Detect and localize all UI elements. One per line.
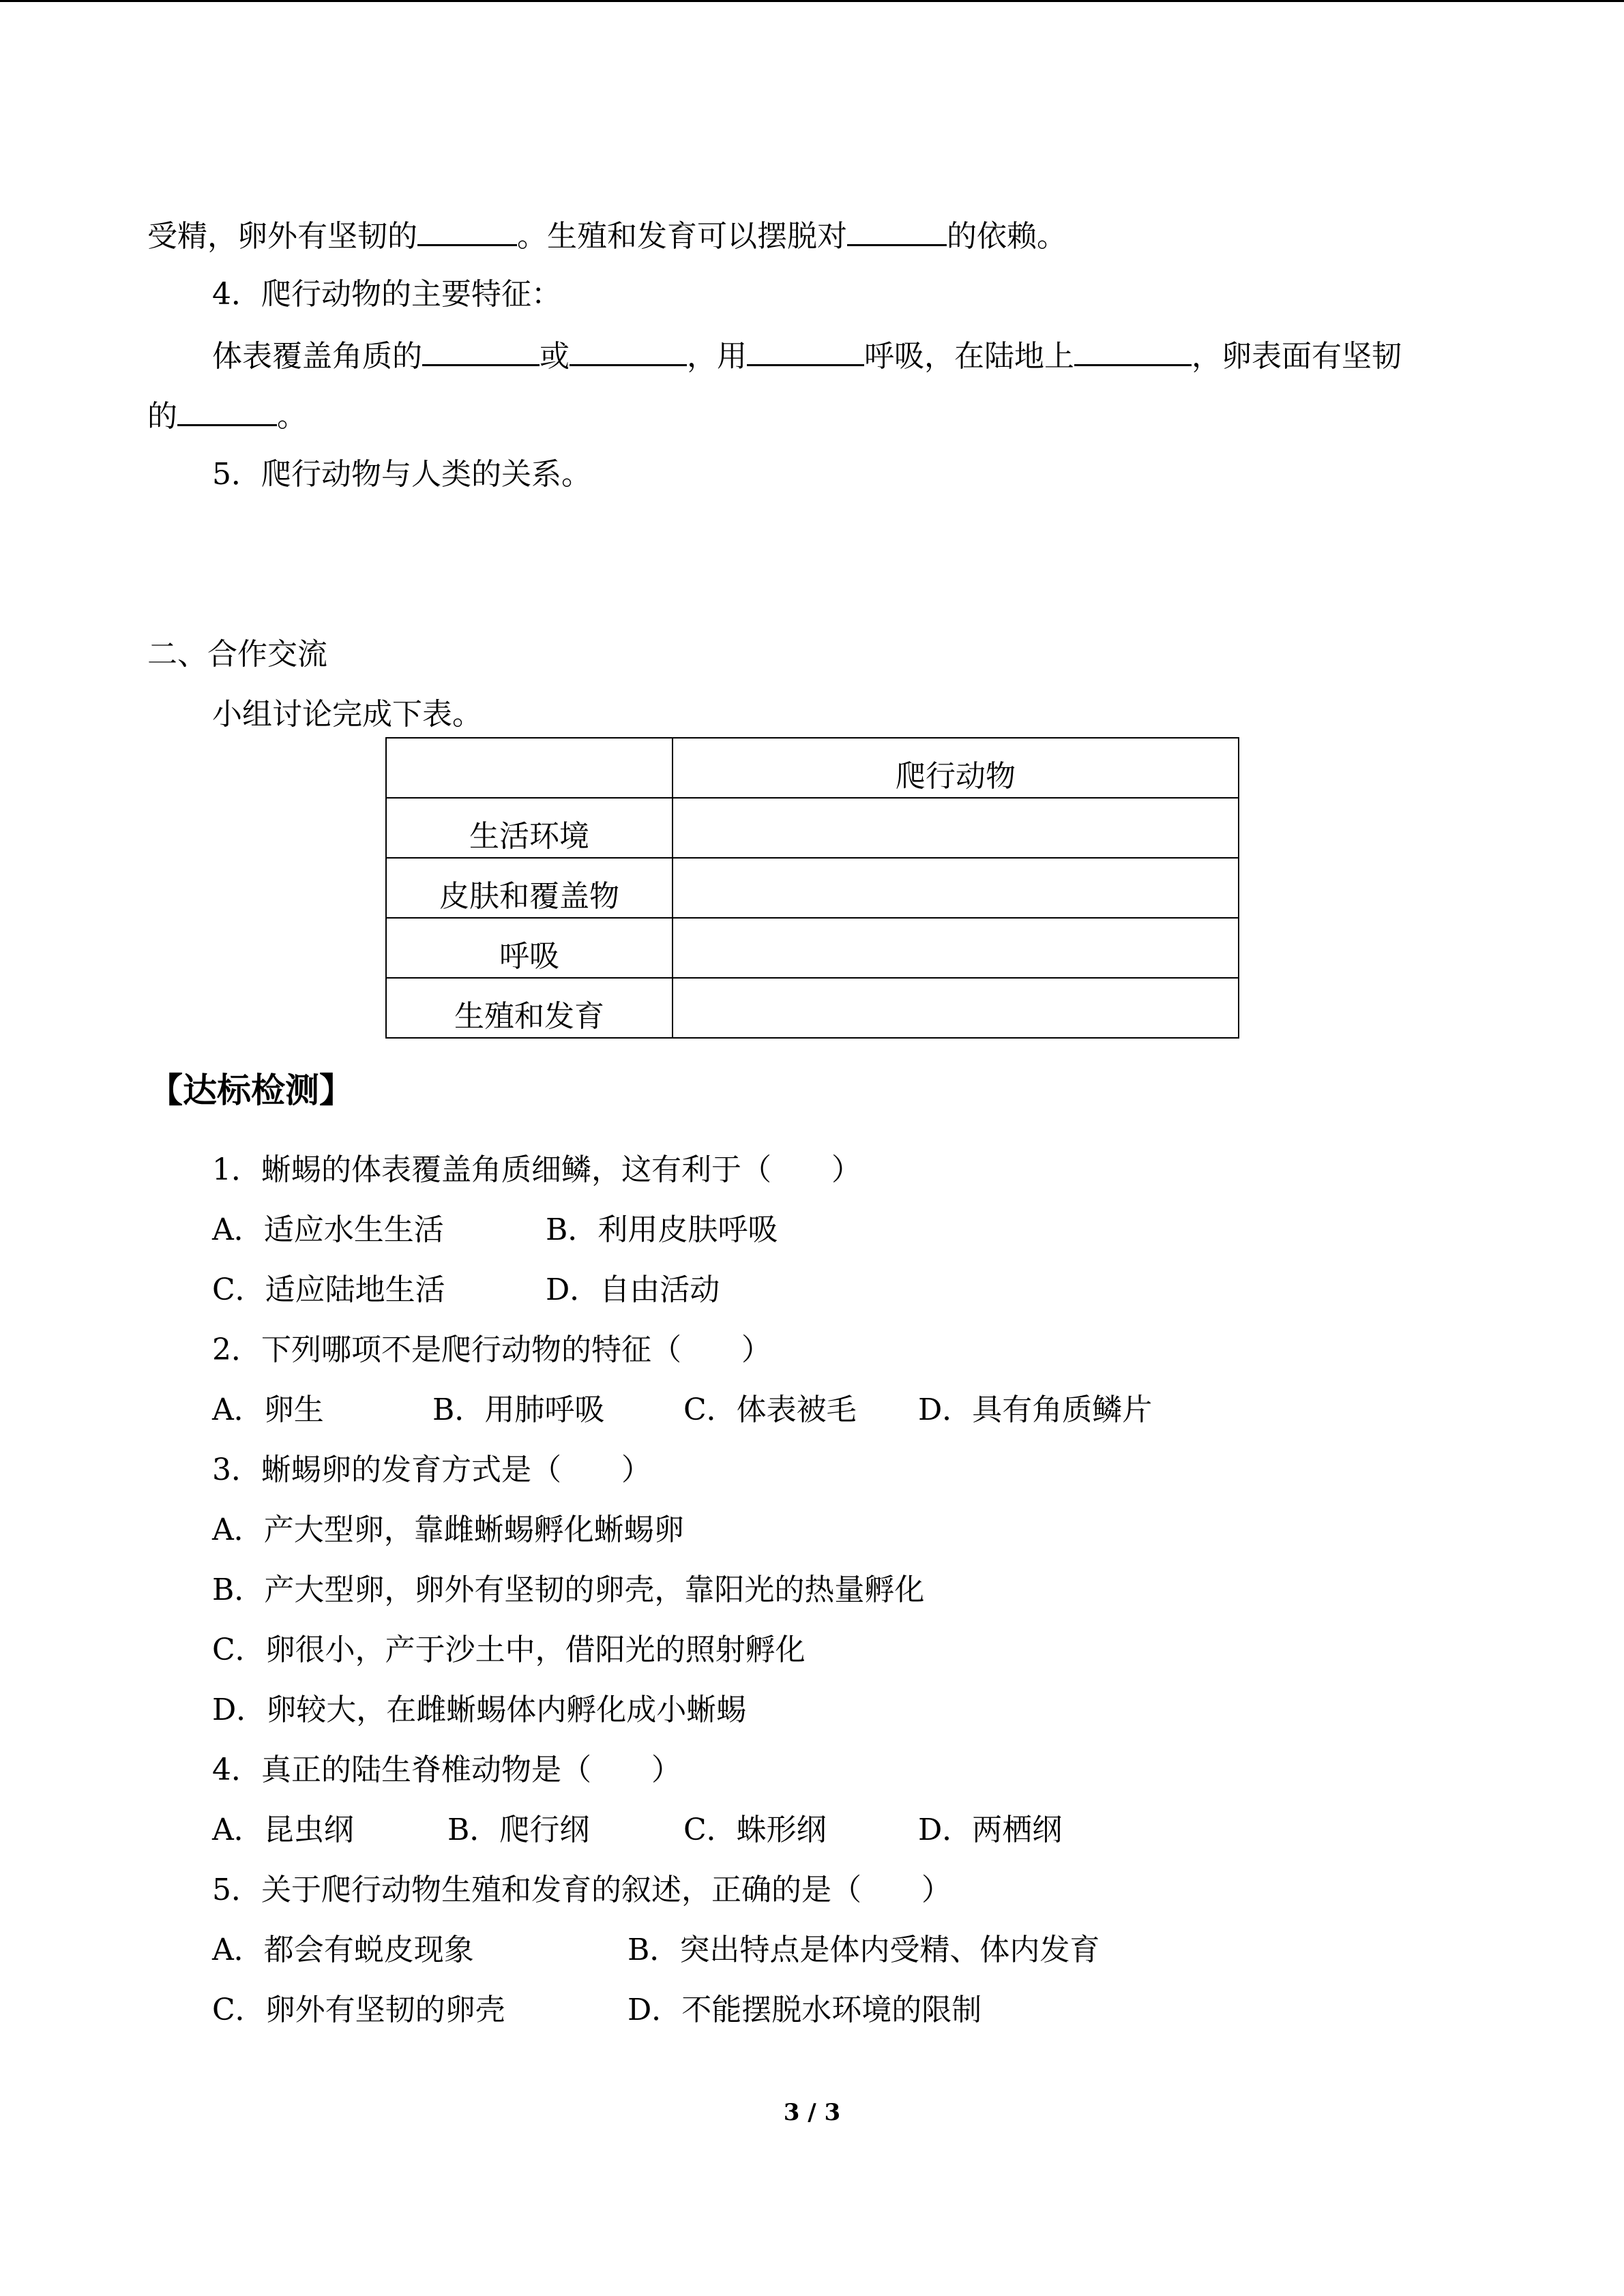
table-row [386,918,1239,978]
table-header-cell [386,738,673,798]
top-border [0,0,1624,2]
cooperation-heading: 二、合作交流 [147,637,327,672]
fill-line-1 [147,214,1067,257]
question-3-option-b[interactable]: B．产大型卵，卵外有坚韧的卵壳，靠阳光的热量孵化 [212,1572,925,1607]
text: 。生殖和发育可以摆脱对 [517,219,847,254]
table-row-label: 呼吸 [386,918,673,978]
table-answer-cell[interactable] [673,858,1239,918]
question-1-option-c[interactable]: C．适应陆地生活 [212,1272,445,1307]
blank-3[interactable] [422,334,540,366]
question-5-option-b[interactable]: B．突出特点是体内受精、体内发育 [628,1933,1100,1967]
table-row-label: 皮肤和覆盖物 [386,858,673,918]
text: ，卵表面有坚韧 [1192,339,1402,374]
question-1-option-b[interactable]: B．利用皮肤呼吸 [546,1212,778,1247]
question-2-option-d[interactable]: D．具有角质鳞片 [918,1392,1153,1427]
question-1-stem: 1．蜥蜴的体表覆盖角质细鳞，这有利于（ ） [212,1152,861,1187]
question-4-option-c[interactable]: C．蛛形纲 [683,1813,827,1847]
blank-1[interactable] [417,214,517,246]
text: 体表覆盖角质的 [212,339,422,374]
question-4-option-b[interactable]: B．爬行纲 [447,1813,590,1847]
question-3-stem: 3．蜥蜴卵的发育方式是（ ） [212,1452,651,1487]
table-row-label: 生活环境 [386,798,673,858]
text: 。 [277,399,307,434]
page-number: 3 / 3 [783,2099,841,2126]
blank-5[interactable] [747,334,864,366]
question-2-option-a[interactable]: A．卵生 [212,1392,324,1427]
text: 受精，卵外有坚韧的 [147,219,417,254]
question-1-option-a[interactable]: A．适应水生生活 [212,1212,444,1247]
text: ，用 [687,339,747,374]
table-header-row [386,738,1239,798]
table-row [386,858,1239,918]
item-4-title [212,274,561,315]
cooperation-instruction: 小组讨论完成下表。 [212,697,482,732]
question-5-option-d[interactable]: D．不能摆脱水环境的限制 [628,1993,982,2027]
blank-7[interactable] [177,394,277,426]
table-answer-cell[interactable] [673,918,1239,978]
table-answer-cell[interactable] [673,978,1239,1038]
blank-6[interactable] [1074,334,1192,366]
question-5-stem: 5．关于爬行动物生殖和发育的叙述，正确的是（ ） [212,1873,951,1907]
question-3-option-a[interactable]: A．产大型卵，靠雌蜥蜴孵化蜥蜴卵 [212,1512,684,1547]
item-4-line-1 [212,334,1402,377]
question-4-option-d[interactable]: D．两栖纲 [918,1813,1063,1847]
question-5-option-a[interactable]: A．都会有蜕皮现象 [212,1933,474,1967]
table-row [386,798,1239,858]
question-2-option-b[interactable]: B．用肺呼吸 [432,1392,605,1427]
question-3-option-d[interactable]: D．卵较大，在雌蜥蜴体内孵化成小蜥蜴 [212,1693,747,1727]
question-4-option-a[interactable]: A．昆虫纲 [212,1813,354,1847]
question-3-option-c[interactable]: C．卵很小，产于沙土中，借阳光的照射孵化 [212,1632,806,1667]
text: 4．爬行动物的主要特征： [212,277,561,312]
text: 或 [540,339,570,374]
table-row [386,978,1239,1038]
question-2-stem: 2．下列哪项不是爬行动物的特征（ ） [212,1332,771,1367]
text: 的依赖。 [947,219,1067,254]
item-5-title [212,454,591,495]
test-heading: 【达标检测】 [149,1070,353,1110]
question-1-option-d[interactable]: D．自由活动 [546,1272,720,1307]
question-5-option-c[interactable]: C．卵外有坚韧的卵壳 [212,1993,505,2027]
text: 的 [147,399,177,434]
question-2-option-c[interactable]: C．体表被毛 [683,1392,857,1427]
blank-4[interactable] [570,334,687,366]
table-row-label: 生殖和发育 [386,978,673,1038]
item-4-line-2 [147,394,307,437]
comparison-table [385,737,1239,1039]
text: 5．爬行动物与人类的关系。 [212,457,591,492]
table-answer-cell[interactable] [673,798,1239,858]
blank-2[interactable] [847,214,947,246]
table-header-cell: 爬行动物 [673,738,1239,798]
question-4-stem: 4．真正的陆生脊椎动物是（ ） [212,1753,681,1787]
text: 呼吸，在陆地上 [864,339,1074,374]
